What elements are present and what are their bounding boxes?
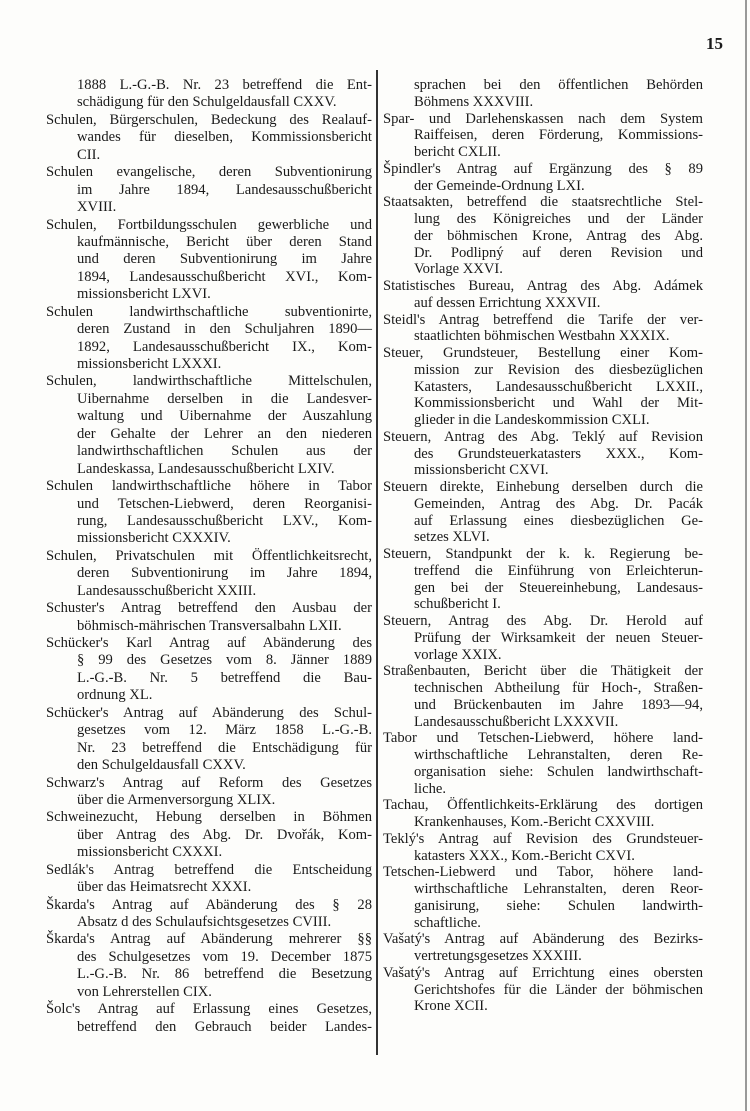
index-entry-continuation: [383, 77, 703, 111]
entry-line: über das Heimatsrecht XXXI.: [77, 879, 252, 896]
entry-line: Landesausschußbericht XXIII.: [77, 582, 257, 599]
index-entry: [383, 546, 703, 613]
entry-line: Uibernahme derselben in die Landesver-: [77, 390, 372, 407]
entry-line: missionsbericht CXXXI.: [77, 844, 223, 861]
entry-line: Steuer, Grundsteuer, Bestellung einer Kom-: [383, 345, 703, 361]
entry-line: Kommissionsbericht und Wahl der Mit-: [414, 395, 703, 412]
entry-line: Landeskassa, Landesausschußbericht LXIV.: [77, 460, 335, 477]
index-entry: [383, 278, 703, 312]
entry-line: missionsbericht LXVI.: [77, 286, 211, 303]
entry-line: Spar- und Darlehenskassen nach dem System: [383, 110, 703, 127]
entry-line: der Gemeinde-Ordnung LXI.: [414, 177, 585, 194]
entry-line: des Schulgesetzes vom 19. December 1875: [77, 948, 372, 965]
entry-line: Steuern direkte, Einhebung derselben durch die: [383, 479, 703, 495]
entry-line: schaftliche.: [414, 914, 481, 931]
entry-line: Katasters, Landesausschußbericht LXXII.,: [414, 378, 703, 395]
entry-line: 1894, Landesausschußbericht XVI., Kom-: [77, 268, 372, 285]
entry-line: L.-G.-B. Nr. 5 betreffend die Bau-: [77, 669, 372, 686]
entry-line: gesetzes vom 12. März 1858 L.-G.-B.: [77, 722, 372, 739]
entry-line: mission zur Revision des diesbezüglichen: [414, 361, 703, 378]
entry-line: § 99 des Gesetzes vom 8. Jänner 1889: [77, 652, 372, 669]
entry-line: im Jahre 1894, Landesausschußbericht: [77, 181, 372, 198]
entry-line: von Lehrerstellen CIX.: [77, 983, 212, 1000]
entry-line: Steuern, Antrag des Abg. Teklý auf Revision: [383, 428, 703, 445]
index-entry: [383, 479, 703, 546]
entry-line: vorlage XXIX.: [414, 646, 502, 663]
entry-line: Tetschen-Liebwerd und Tabor, höhere land-: [383, 864, 703, 881]
entry-line: betreffend den Gebrauch beider Landes-: [77, 1018, 372, 1035]
entry-line: und Tetschen-Liebwerd, deren Reorganisi-: [77, 495, 372, 512]
entry-line: Škarda's Antrag auf Abänderung mehrerer §§: [46, 931, 372, 948]
index-entry: [383, 864, 703, 931]
entry-line: ordnung XL.: [77, 687, 153, 704]
entry-line: missionsbericht CXVI.: [414, 462, 549, 479]
entry-line: rung, Landesausschußbericht LXV., Kom-: [77, 512, 372, 529]
index-entry: [46, 217, 372, 304]
entry-line: 1888 L.-G.-B. Nr. 23 betreffend die Ent-: [77, 77, 372, 93]
index-entry: [46, 304, 372, 374]
entry-line: Vašatý's Antrag auf Abänderung des Bezirks-: [383, 931, 703, 948]
entry-line: technischen Abtheilung für Hoch-, Straßen-: [414, 680, 703, 696]
entry-line: Šolc's Antrag auf Erlassung eines Gesetzes,: [46, 1001, 372, 1018]
index-entry: [383, 663, 703, 730]
entry-line: böhmisch-mährischen Transversalbahn LXII.: [77, 617, 342, 634]
entry-line: Steuern, Standpunkt der k. k. Regierung be-: [383, 546, 703, 562]
entry-line: Landesausschußbericht LXXXVII.: [414, 713, 619, 730]
entry-line: Straßenbauten, Bericht über die Thätigkeit der: [383, 663, 703, 680]
entry-line: auf dessen Errichtung XXXVII.: [414, 294, 601, 311]
entry-line: gen bei der Steuereinhebung, Landesaus-: [414, 579, 703, 596]
index-entry: [46, 897, 372, 932]
entry-line: lung des Königreiches und der Länder: [414, 211, 703, 227]
entry-line: schädigung für den Schulgeldausfall CXXV.: [77, 94, 337, 111]
entry-line: liche.: [414, 780, 447, 797]
entry-line: Schulen, Bürgerschulen, Bedeckung des Realauf-: [46, 111, 372, 128]
entry-line: katasters XXX., Kom.-Bericht CXVI.: [414, 847, 635, 864]
entry-line: Gerichtshofes für die Länder der böhmischen: [414, 981, 703, 998]
right-column: [383, 77, 703, 1015]
entry-line: und deren Subventionirung im Jahre: [77, 251, 372, 268]
entry-line: sprachen bei den öffentlichen Behörden: [414, 77, 703, 93]
index-entry: [383, 312, 703, 346]
entry-line: L.-G.-B. Nr. 86 betreffend die Besetzung: [77, 966, 372, 983]
entry-line: Staatsakten, betreffend die staatsrechtliche Stel-: [383, 194, 703, 211]
entry-line: 1892, Landesausschußbericht IX., Kom-: [77, 338, 372, 355]
entry-line: Teklý's Antrag auf Revision des Grundsteuer-: [383, 830, 703, 847]
index-entry: [46, 931, 372, 1001]
entry-line: Tachau, Öffentlichkeits-Erklärung des dortigen: [383, 797, 703, 814]
entry-line: Schulen, landwirthschaftliche Mittelschulen,: [46, 373, 372, 390]
entry-line: Steidl's Antrag betreffend die Tarife der ver-: [383, 311, 703, 328]
index-entry: [46, 1001, 372, 1036]
entry-line: des Grundsteuerkatasters XXX., Kom-: [414, 445, 703, 462]
entry-line: Böhmens XXXVIII.: [414, 93, 534, 110]
entry-line: deren Zustand in den Schuljahren 1890—: [77, 321, 372, 338]
entry-line: Statistisches Bureau, Antrag des Abg. Adámek: [383, 278, 703, 294]
entry-line: Vorlage XXVI.: [414, 261, 503, 278]
entry-line: missionsbericht LXXXI.: [77, 356, 222, 372]
column-divider: [376, 70, 378, 1055]
entry-line: über die Armenversorgung XLIX.: [77, 791, 276, 808]
page-edge: [745, 0, 747, 1111]
entry-line: deren Subventionirung im Jahre 1894,: [77, 565, 372, 582]
entry-line: Schulen, Fortbildungsschulen gewerbliche und: [46, 216, 372, 233]
index-entry: [46, 478, 372, 548]
index-entry: [46, 862, 372, 897]
entry-line: setzes XLVI.: [414, 529, 490, 546]
entry-line: vertretungsgesetzes XXXIII.: [414, 948, 582, 964]
entry-line: Schulen landwirthschaftliche subventionirte,: [46, 303, 372, 320]
entry-line: auf Erlassung eines diesbezüglichen Ge-: [414, 512, 703, 529]
entry-line: Schwarz's Antrag auf Reform des Gesetzes: [46, 774, 372, 791]
entry-line: Prüfung der Wirksamkeit der neuen Steuer-: [414, 629, 703, 646]
left-column: [46, 77, 372, 1036]
entry-line: treffend die Einführung von Erleichterun-: [414, 562, 703, 579]
entry-line: Schulen, Privatschulen mit Öffentlichkeitsrecht,: [46, 547, 372, 564]
index-entry: [383, 345, 703, 429]
index-entry: [383, 931, 703, 965]
entry-line: wandes für dieselben, Kommissionsbericht: [77, 129, 372, 146]
entry-line: wirthschaftliche Lehranstalten, deren Re-: [414, 747, 703, 763]
entry-line: waltung und Uibernahme der Auszahlung: [77, 408, 372, 425]
entry-line: missionsbericht CXXXIV.: [77, 530, 231, 547]
index-entry: [383, 797, 703, 831]
entry-line: CII.: [77, 146, 101, 163]
entry-line: Schweinezucht, Hebung derselben in Böhmen: [46, 809, 372, 826]
index-entry: [46, 548, 372, 600]
entry-line: glieder in die Landeskommission CXLI.: [414, 412, 650, 428]
index-entry: [46, 112, 372, 164]
index-entry: [46, 635, 372, 705]
entry-line: Schulen evangelische, deren Subventionirung: [46, 164, 372, 181]
index-entry: [383, 194, 703, 278]
entry-line: Tabor und Tetschen-Liebwerd, höhere land-: [383, 730, 703, 747]
index-entry-continuation: [46, 77, 372, 112]
index-entry: [46, 373, 372, 478]
entry-line: und Brückenbauten im Jahre 1893—94,: [414, 696, 703, 713]
entry-line: ganisirung, siehe: Schulen landwirth-: [414, 897, 703, 914]
index-entry: [46, 600, 372, 635]
index-entry: [383, 730, 703, 797]
entry-line: der böhmischen Krone, Antrag des Abg.: [414, 227, 703, 244]
entry-line: Raiffeisen, deren Förderung, Kommissions-: [414, 127, 703, 144]
index-entry: [383, 161, 703, 195]
index-entry: [46, 164, 372, 216]
entry-line: Špindler's Antrag auf Ergänzung des § 89: [383, 160, 703, 177]
index-entry: [383, 111, 703, 161]
entry-line: Gemeinden, Antrag des Abg. Dr. Pacák: [414, 495, 703, 512]
index-entry: [46, 705, 372, 775]
index-entry: [383, 965, 703, 1015]
index-entry: [46, 775, 372, 810]
entry-line: kaufmännische, Bericht über deren Stand: [77, 233, 372, 250]
entry-line: Schuster's Antrag betreffend den Ausbau der: [46, 600, 372, 617]
entry-line: Vašatý's Antrag auf Errichtung eines obersten: [383, 964, 703, 981]
entry-line: Krankenhauses, Kom.-Bericht CXXVIII.: [414, 814, 655, 830]
entry-line: Schücker's Antrag auf Abänderung des Schul-: [46, 704, 372, 721]
entry-line: schußbericht I.: [414, 596, 501, 613]
entry-line: Nr. 23 betreffend die Entschädigung für: [77, 739, 372, 756]
entry-line: landwirthschaftlichen Schulen aus der: [77, 443, 372, 460]
entry-line: der Gehalte der Lehrer an den niederen: [77, 425, 372, 442]
entry-line: Krone XCII.: [414, 998, 488, 1015]
page-number: 15: [706, 34, 723, 53]
entry-line: staatlichten böhmischen Westbahn XXXIX.: [414, 328, 670, 345]
entry-line: Schücker's Karl Antrag auf Abänderung des: [46, 635, 372, 651]
index-entry: [383, 429, 703, 479]
entry-line: organisation siehe: Schulen landwirthschaft-: [414, 763, 703, 780]
entry-line: Sedlák's Antrag betreffend die Entscheidung: [46, 861, 372, 878]
index-entry: [46, 809, 372, 861]
entry-line: den Schulgeldausfall CXXV.: [77, 757, 246, 774]
entry-line: Škarda's Antrag auf Abänderung des § 28: [46, 896, 372, 913]
index-entry: [383, 831, 703, 865]
entry-line: XVIII.: [77, 199, 117, 216]
entry-line: Absatz d des Schulaufsichtsgesetzes CVIII.: [77, 914, 332, 930]
entry-line: Schulen landwirthschaftliche höhere in Tabor: [46, 478, 372, 495]
entry-line: wirthschaftliche Lehranstalten, deren Reor-: [414, 881, 703, 897]
entry-line: Steuern, Antrag des Abg. Dr. Herold auf: [383, 613, 703, 629]
entry-line: bericht CXLII.: [414, 144, 501, 160]
index-entry: [383, 613, 703, 663]
entry-line: Dr. Podlipný auf deren Revision und: [414, 244, 703, 261]
entry-line: über Antrag des Abg. Dr. Dvořák, Kom-: [77, 826, 372, 843]
